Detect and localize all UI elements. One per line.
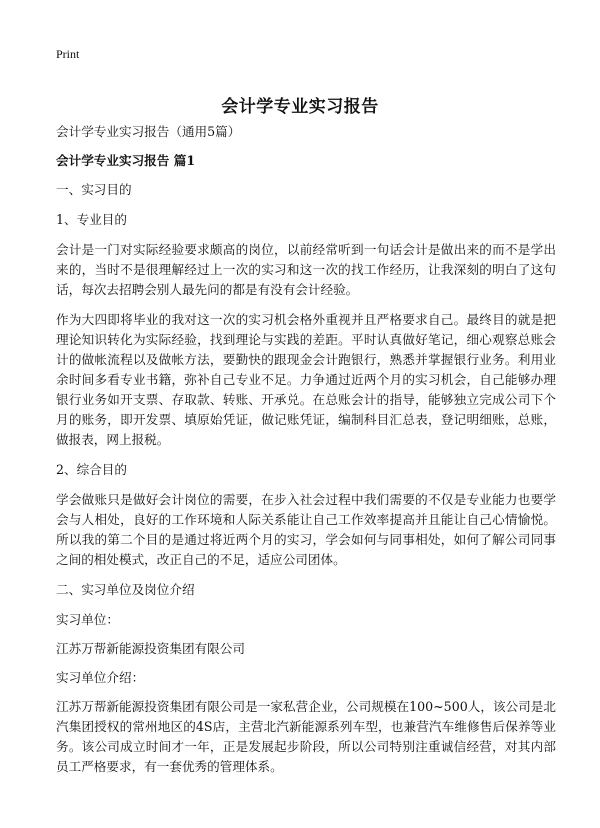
article-title: 会计学专业实习报告 篇1: [56, 153, 196, 168]
document-title: 会计学专业实习报告: [221, 97, 379, 118]
paragraph-4: 江苏万帮新能源投资集团有限公司是一家私营企业，公司规模在100~500人，该公司是北汽集团授权的常州地区的4S店，主营北汽新能源系列车型，也兼营汽车维修售后保养等业务。该公司成立时间才一年，正是发展起步阶段，所以公司特别注重诚信经营，对其内部员工严格要求，有一套优秀的管理体系。: [56, 699, 556, 774]
paragraph-3: 学会做账只是做好会计岗位的需要，在步入社会过程中我们需要的不仅是专业能力也要学会与人相处，良好的工作环境和人际关系能让自己工作效率提高并且能让自己心情愉悦。所以我的第二个目的是通过将近两个月的实习，学会如何与同事相处，如何了解公司同事之间的相处模式，改正自己的不足，适应公司团体。: [56, 492, 556, 567]
subsection-heading-2: 2、综合目的: [56, 462, 127, 477]
document-subtitle: 会计学专业实习报告（通用5篇）: [56, 124, 241, 139]
section-heading-1: 一、实习目的: [56, 182, 132, 197]
subsection-heading-1: 1、专业目的: [56, 212, 127, 227]
paragraph-2: 作为大四即将毕业的我对这一次的实习机会格外重视并且严格要求自己。最终目的就是把理论知识转化为实际经验，找到理论与实践的差距。平时认真做好笔记，细心观察总账会计的做帐流程以及做帐方法，要勤快的跟现金会计跑银行，熟悉并掌握银行业务。利用业余时间多看专业书籍，弥补自己专业不足。力争通过近两个月的实习机会，自己能够办理银行业务如开支票、存取款、转账、开承兑。在总账会计的指导，能够独立完成公司下个月的账务，即开发票、填原始凭证，做记账凭证，编制科目汇总表，登记明细账，总账，做报表，网上报税。: [56, 312, 556, 447]
section-heading-2: 二、实习单位及岗位介绍: [56, 582, 195, 597]
document-content: [56, 122, 556, 787]
print-label: Print: [56, 47, 80, 61]
unit-name: 江苏万帮新能源投资集团有限公司: [56, 641, 245, 656]
paragraph-1: 会计是一门对实际经验要求颇高的岗位，以前经常听到一句话会计是做出来的而不是学出来的，当时不是很理解经过上一次的实习和这一次的找工作经历，让我深刻的明白了这句话，每次去招聘会别人最先问的都是有没有会计经验。: [56, 242, 556, 297]
intro-label: 实习单位介绍：: [56, 670, 145, 685]
unit-label: 实习单位：: [56, 612, 119, 627]
